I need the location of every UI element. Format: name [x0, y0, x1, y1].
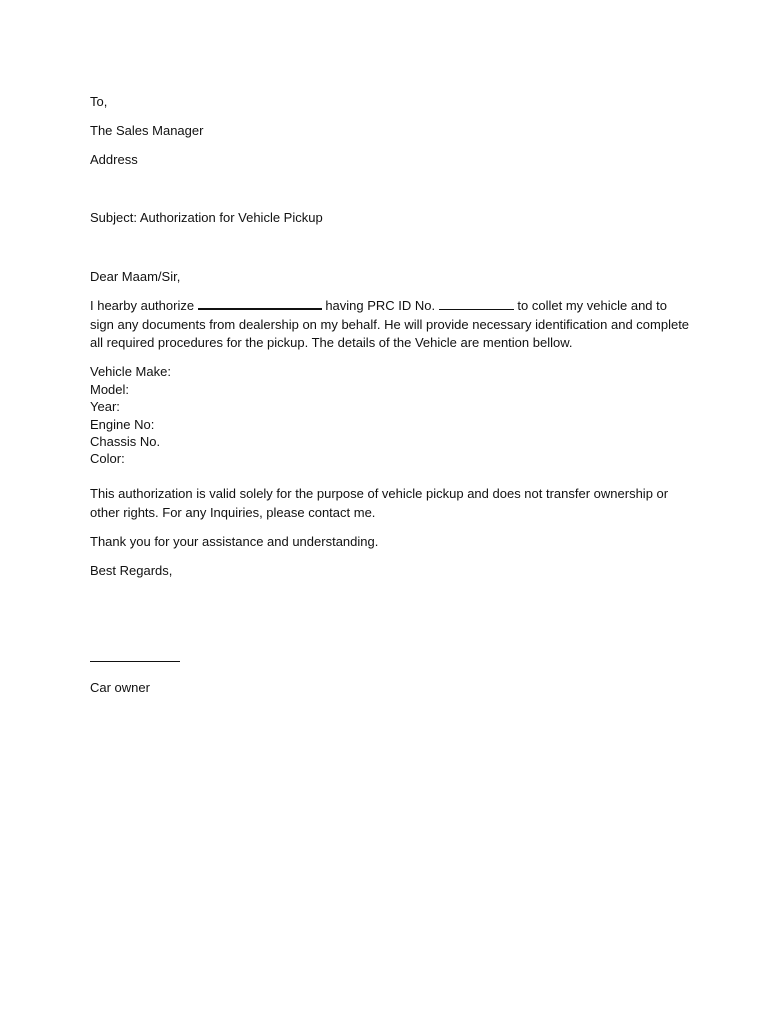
- authorized-person-blank: [198, 307, 322, 310]
- vehicle-color-field: Color:: [90, 451, 125, 466]
- recipient-title: The Sales Manager: [90, 123, 204, 138]
- vehicle-year-field: Year:: [90, 399, 120, 414]
- prc-id-blank: [439, 308, 514, 310]
- vehicle-chassis-field: Chassis No.: [90, 434, 161, 449]
- subject-line: Subject: Authorization for Vehicle Pickup: [90, 210, 323, 225]
- authorize-text: I hearby authorize: [90, 298, 195, 313]
- body-paragraph-1-line-2: sign any documents from dealership on my behalf. He will provide necessary identification and complete: [90, 317, 690, 332]
- signature-line: [90, 650, 180, 666]
- signature-blank: [90, 660, 180, 662]
- vehicle-make-field: Vehicle Make:: [90, 364, 171, 379]
- body-paragraph-1-line-1: [90, 298, 667, 314]
- greeting-to: To,: [90, 94, 108, 109]
- vehicle-model-field: Model:: [90, 382, 130, 397]
- collect-vehicle-text: to collet my vehicle and to: [517, 298, 667, 313]
- closing-line: Best Regards,: [90, 563, 173, 578]
- recipient-address: Address: [90, 152, 138, 167]
- vehicle-engine-field: Engine No:: [90, 417, 155, 432]
- signature-label: Car owner: [90, 680, 150, 695]
- thanks-line: Thank you for your assistance and understanding.: [90, 534, 379, 549]
- salutation: Dear Maam/Sir,: [90, 269, 181, 284]
- body-paragraph-2-line-2: other rights. For any Inquiries, please contact me.: [90, 505, 376, 520]
- body-paragraph-2-line-1: This authorization is valid solely for the purpose of vehicle pickup and does not transfer ownership or: [90, 486, 669, 501]
- prc-id-text: having PRC ID No.: [325, 298, 436, 313]
- body-paragraph-1-line-3: all required procedures for the pickup. The details of the Vehicle are mention bellow.: [90, 335, 573, 350]
